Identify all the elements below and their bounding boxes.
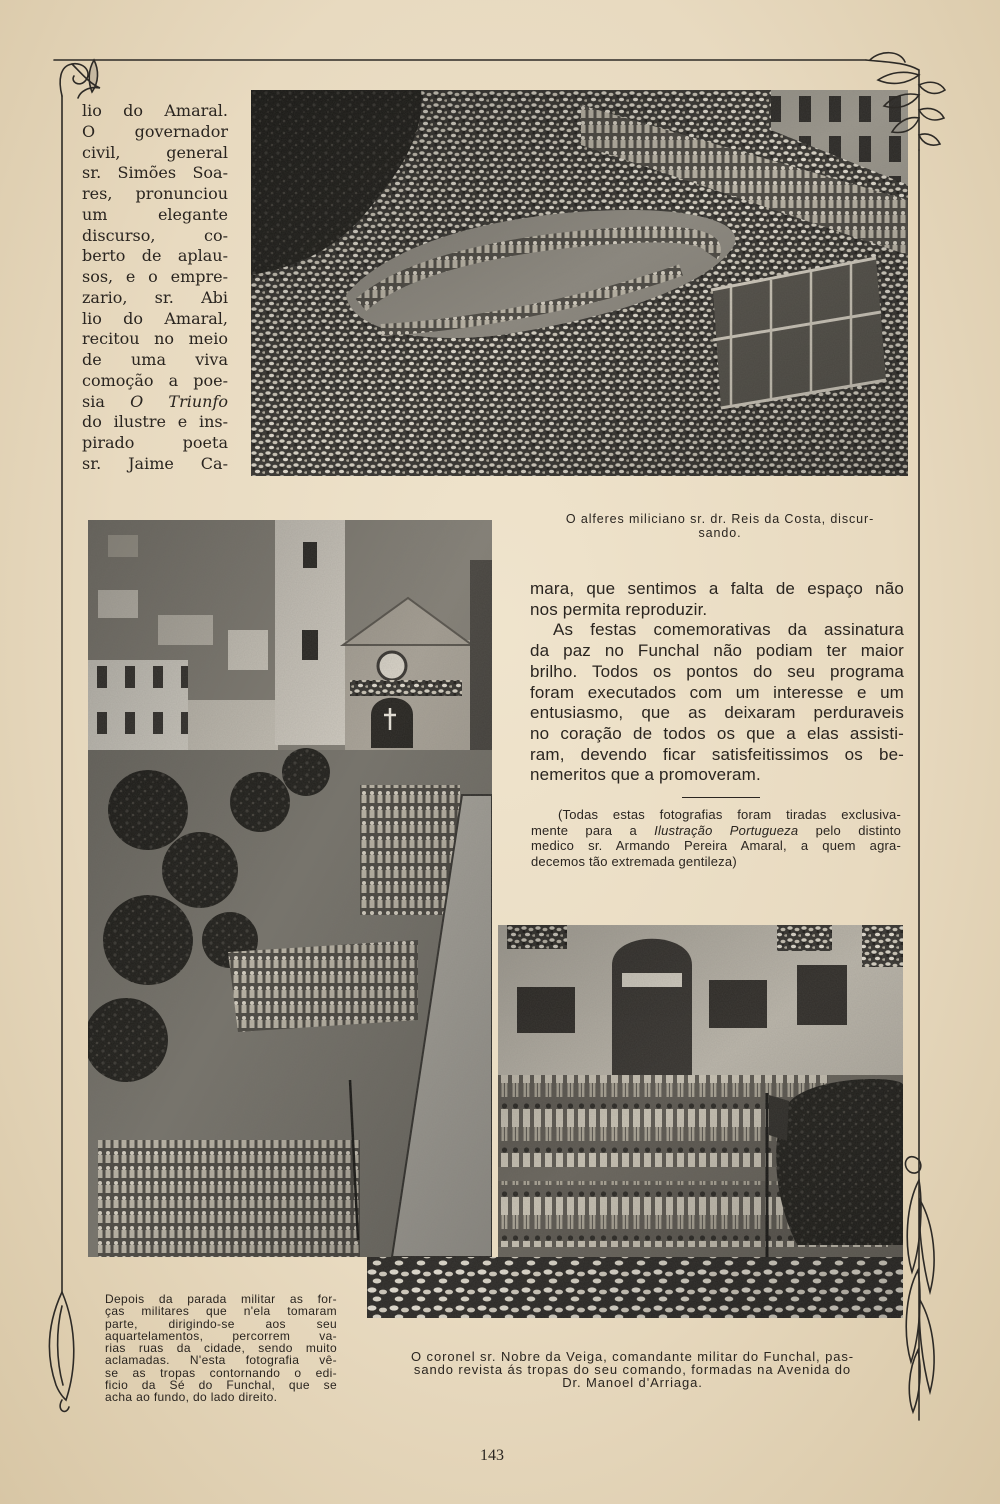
caption-left-photo — [105, 1293, 337, 1404]
caption-line: parte, dirigindo-se aos seu — [105, 1316, 337, 1331]
leaf-icon — [89, 60, 97, 92]
text-fragment: mente para a — [531, 822, 637, 838]
note-line: decemos tão extremada gentileza) — [531, 853, 737, 869]
leaf-icon — [919, 108, 944, 120]
text-line: nos permita reproduzir. — [530, 599, 708, 619]
text-line: brilho. Todos os pontos do seu programa — [530, 661, 904, 681]
scroll-tail — [72, 64, 100, 98]
text-line: O governador — [82, 121, 228, 141]
leaf-vein — [58, 1306, 63, 1385]
caption-line: Depois da parada militar as for- — [105, 1292, 337, 1306]
text-line: ram, devendo ficar satisfeitissimos os be- — [530, 744, 904, 764]
top-left-ornament — [60, 60, 100, 98]
text-line: zario, sr. Abi — [82, 287, 228, 307]
note-line: (Todas estas fotografias foram tiradas exclusiva- — [558, 807, 901, 822]
text-line: no coração de todos os que a elas assisti- — [530, 723, 904, 743]
caption-line: acha ao fundo, do lado direito. — [105, 1390, 278, 1405]
grain — [88, 520, 492, 1257]
text-line: discurso, co- — [82, 225, 228, 245]
photo-crowd-speech-image — [251, 90, 908, 476]
leaf-icon — [909, 1350, 920, 1412]
text-line: res, pronunciou — [82, 184, 228, 203]
caption-line: se as tropas contornando o edi- — [105, 1365, 337, 1380]
vine-curl — [905, 1157, 920, 1173]
text-line: civil, general — [82, 142, 228, 162]
page-number: 143 — [480, 1447, 504, 1464]
caption-line: aclamadas. N'esta fotografia vê- — [105, 1353, 337, 1368]
photo-credit-note — [531, 807, 901, 869]
caption-line: ças militares que n'ela tomaram — [105, 1304, 337, 1319]
separator-rule — [682, 797, 760, 798]
caption-line: O alferes miliciano sr. dr. Reis da Costa, discur- — [565, 512, 875, 526]
leaf-icon — [906, 1270, 920, 1362]
text-line: foram executados com um interesse e um — [530, 682, 904, 702]
photo-cathedral-parade — [88, 520, 492, 1257]
scroll-curl — [60, 64, 88, 96]
caption-line: sando revista ás tropas do seu comando, formadas na Avenida do — [413, 1362, 852, 1377]
text-line: sos, e o empre- — [82, 267, 228, 286]
text-fragment: sia — [82, 391, 105, 411]
poem-title: O Triunfo — [130, 391, 228, 411]
bottom-right-ornament — [905, 1157, 934, 1412]
text-line: entusiasmo, que as deixaram perduraveis — [530, 703, 904, 723]
caption-line: aquartelamentos, percorrem va- — [105, 1328, 337, 1343]
text-line: da paz no Funchal não podiam ter maior — [530, 641, 904, 661]
text-line: sr. Simões Soa- — [82, 163, 228, 183]
grain — [251, 90, 908, 476]
text-line: As festas comemorativas da assinatura — [553, 620, 904, 640]
text-line — [82, 392, 228, 413]
right-text-column — [530, 579, 904, 786]
caption-line: Dr. Manoel d'Arriaga. — [562, 1375, 703, 1390]
flame-leaf-icon — [49, 1292, 73, 1400]
text-line: recitou no meio — [82, 329, 228, 349]
bottom-left-ornament — [49, 1292, 73, 1411]
leaf-icon — [919, 82, 945, 93]
text-line: berto de aplau- — [82, 246, 228, 266]
leaf-icon — [878, 72, 919, 83]
photo-crowd-speech — [251, 90, 908, 476]
caption-top-photo — [530, 512, 910, 540]
text-line: lio do Amaral. — [82, 101, 228, 120]
left-text-column — [82, 101, 228, 475]
leaf-icon — [919, 1200, 934, 1292]
leaf-icon — [907, 1180, 921, 1272]
leaf-icon — [919, 1300, 934, 1392]
note-line — [531, 823, 901, 839]
leaf-curl — [60, 1400, 69, 1411]
text-line: sr. Jaime Ca- — [82, 453, 228, 473]
caption-line: rias ruas da cidade, sendo muito — [105, 1341, 337, 1356]
text-fragment: pelo distinto — [815, 822, 901, 838]
text-line: nemeritos que a promoveram. — [530, 765, 761, 785]
text-line: comoção a poe- — [82, 370, 228, 390]
sprig-curl — [870, 53, 905, 62]
leaf-icon — [919, 134, 940, 145]
caption-line: O coronel sr. Nobre da Veiga, comandante militar do Funchal, pas- — [411, 1349, 854, 1364]
text-line: um elegante — [82, 204, 228, 224]
text-line: lio do Amaral, — [82, 308, 228, 328]
text-line: pirado poeta — [82, 433, 228, 452]
text-line: mara, que sentimos a falta de espaço não — [530, 579, 904, 598]
photo-cathedral-parade-image — [88, 520, 492, 1257]
caption-bottom-photo — [370, 1350, 895, 1389]
note-line: medico sr. Armando Pereira Amaral, a quem agra- — [531, 838, 901, 853]
text-line: do ilustre e ins- — [82, 412, 228, 432]
caption-line: sando. — [698, 526, 742, 540]
caption-line: ficio da Sé do Funchal, que se — [105, 1378, 337, 1393]
text-line: de uma viva — [82, 350, 228, 369]
magazine-title: Ilustração Portugueza — [654, 822, 799, 838]
